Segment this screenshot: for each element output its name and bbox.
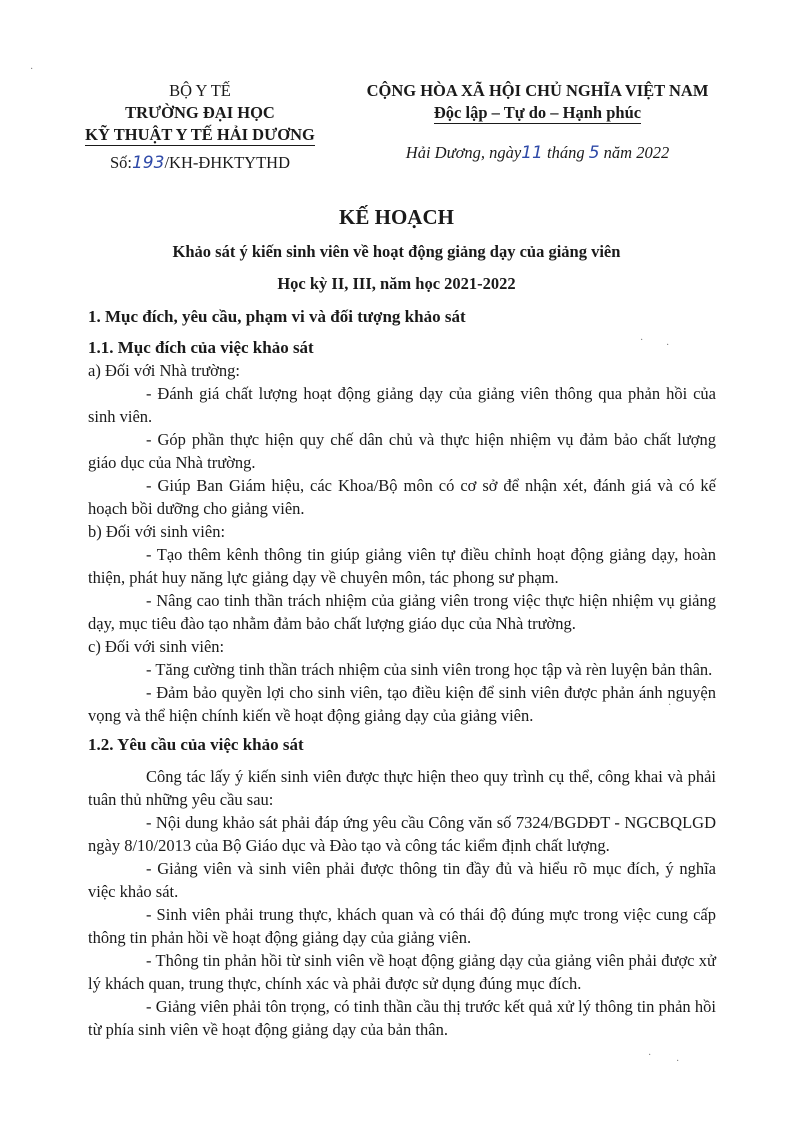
document-term: Học kỳ II, III, năm học 2021-2022 (277, 274, 516, 293)
paragraph: - Đánh giá chất lượng hoạt động giảng dạy của giảng viên thông qua phản hồi của sinh viên. (88, 384, 716, 426)
section-1-1-heading: 1.1. Mục đích của việc khảo sát (88, 338, 314, 357)
handwritten-day: 11 (521, 143, 543, 163)
scan-speck: · (666, 340, 670, 351)
nation-name: CỘNG HÒA XÃ HỘI CHỦ NGHĨA VIỆT NAM (366, 81, 709, 100)
paragraph: - Tạo thêm kênh thông tin giúp giảng viên tự điều chỉnh hoạt động giảng dạy, hoàn thiện, phát huy năng lực giảng dạy về chuyên môn, tác phong sư phạm. (88, 545, 716, 587)
paragraph: - Góp phần thực hiện quy chế dân chủ và thực hiện nhiệm vụ đảm bảo chất lượng giáo dục của Nhà trường. (88, 430, 716, 472)
scan-speck: · (676, 1056, 680, 1067)
paragraph: - Thông tin phản hồi từ sinh viên về hoạt động giảng dạy của giảng viên phải được xử lý khách quan, trung thực, chính xác và phải được sử dụng đúng mục đích. (88, 951, 716, 993)
scan-speck: · (640, 335, 644, 346)
school-name-line1: TRƯỜNG ĐẠI HỌC (125, 103, 275, 122)
paragraph: - Giảng viên phải tôn trọng, có tinh thần cầu thị trước kết quả xử lý thông tin phản hồi từ phía sinh viên về hoạt động giảng dạy của bản thân. (88, 997, 716, 1039)
document-body (88, 305, 716, 1041)
scan-speck: · (648, 1050, 652, 1061)
school-name-line2: KỸ THUẬT Y TẾ HẢI DƯƠNG (85, 125, 315, 144)
national-header (340, 80, 735, 164)
issue-date: Hải Dương, ngày11 tháng 5 năm 2022 (405, 143, 670, 163)
paragraph: - Đảm bảo quyền lợi cho sinh viên, tạo điều kiện để sinh viên được phản ánh nguyện vọng và thể hiện chính kiến về hoạt động giảng dạy của giảng viên. (88, 683, 716, 725)
paragraph: - Nội dung khảo sát phải đáp ứng yêu cầu Công văn số 7324/BGDĐT - NGCBQLGD ngày 8/10/2013 của Bộ Giáo dục và Đào tạo và công tác kiểm định chất lượng. (88, 813, 716, 855)
item-a-label: a) Đối với Nhà trường: (88, 361, 240, 380)
section-1-heading: 1. Mục đích, yêu cầu, phạm vi và đối tượng khảo sát (88, 307, 466, 326)
document-subtitle: Khảo sát ý kiến sinh viên về hoạt động giảng dạy của giảng viên (172, 242, 621, 261)
ministry-name: BỘ Y TẾ (169, 81, 231, 100)
paragraph: - Tăng cường tinh thần trách nhiệm của sinh viên trong học tập và rèn luyện bản thân. (146, 660, 713, 679)
item-c-label: c) Đối với sinh viên: (88, 637, 225, 656)
paragraph: - Sinh viên phải trung thực, khách quan và có thái độ đúng mực trong việc cung cấp thông tin phản hồi về hoạt động giảng dạy của giảng viên. (88, 905, 716, 947)
scan-speck: · (668, 700, 672, 711)
paragraph: Công tác lấy ý kiến sinh viên được thực hiện theo quy trình cụ thể, công khai và phải tuân thủ những yêu cầu sau: (88, 767, 716, 809)
handwritten-month: 5 (588, 143, 600, 163)
document-number: Số:193/KH-ĐHKTYTHD (109, 153, 291, 173)
paragraph: - Nâng cao tinh thần trách nhiệm của giảng viên trong việc thực hiện nhiệm vụ giảng dạy, mục tiêu đào tạo nhằm đảm bảo chất lượng giáo dục của Nhà trường. (88, 591, 716, 633)
paragraph: - Giảng viên và sinh viên phải được thông tin đầy đủ và hiểu rõ mục đích, ý nghĩa việc khảo sát. (88, 859, 716, 901)
national-motto: Độc lập – Tự do – Hạnh phúc (433, 103, 642, 122)
item-b-label: b) Đối với sinh viên: (88, 522, 226, 541)
paragraph: - Giúp Ban Giám hiệu, các Khoa/Bộ môn có cơ sở để nhận xét, đánh giá và có kế hoạch bồi dưỡng cho giảng viên. (88, 476, 716, 518)
handwritten-number: 193 (131, 153, 165, 173)
section-1-2-heading: 1.2. Yêu cầu của việc khảo sát (88, 735, 304, 754)
issuer-block (70, 80, 330, 174)
document-title: KẾ HOẠCH (339, 205, 454, 229)
scan-speck: · (30, 64, 34, 75)
